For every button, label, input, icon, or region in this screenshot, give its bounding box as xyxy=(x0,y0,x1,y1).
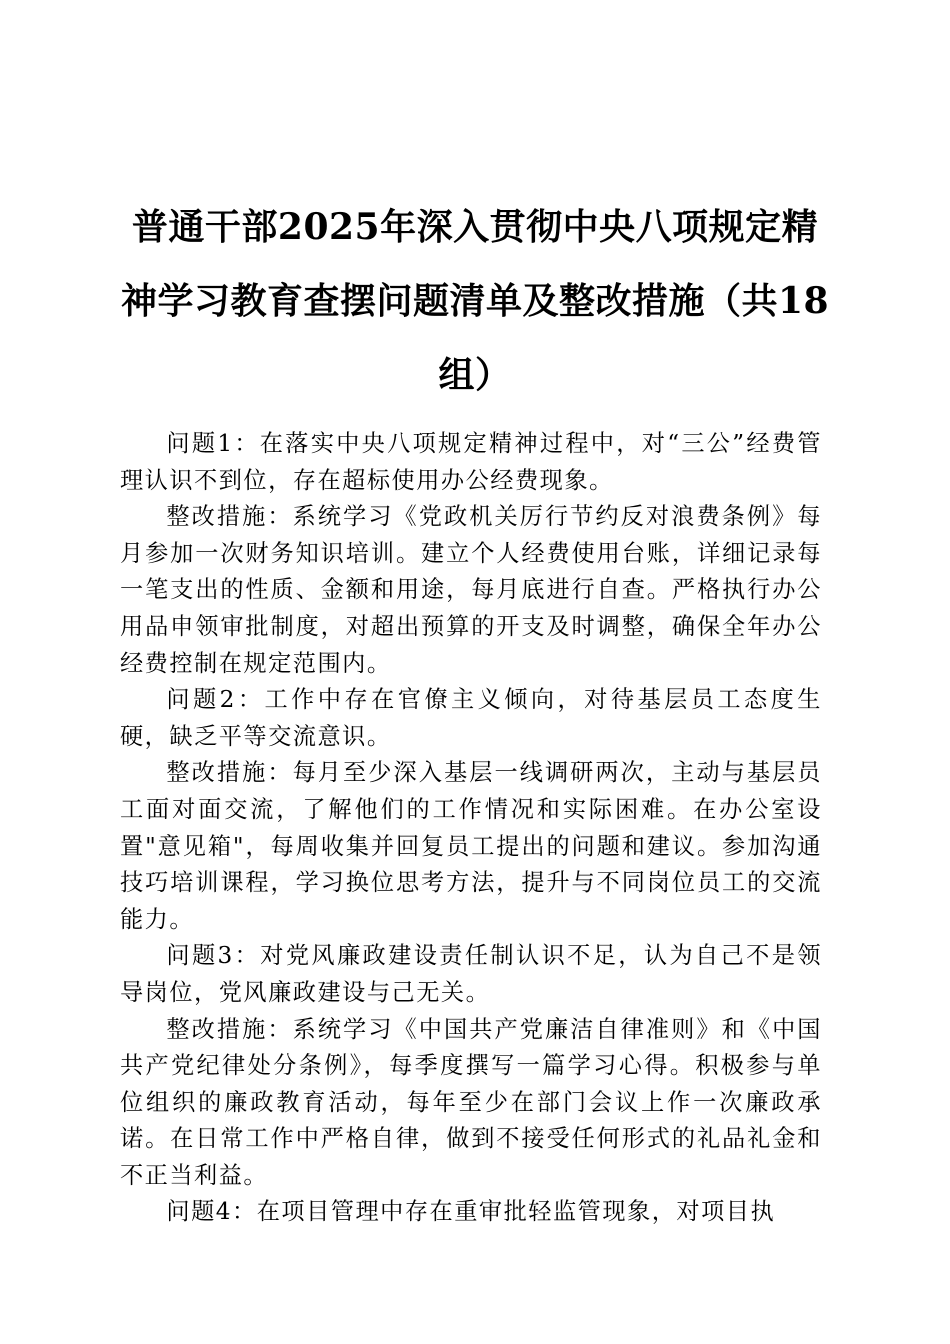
problem-3-paragraph: 问题3：对党风廉政建设责任制认识不足，认为自己不是领导岗位，党风廉政建设与己无关。 xyxy=(120,942,822,1006)
remedy-2-paragraph: 整改措施：每月至少深入基层一线调研两次，主动与基层员工面对面交流，了解他们的工作情况和实际困难。在办公室设置"意见箱"，每周收集并回复员工提出的问题和建议。参加沟通技巧培训课程，学习换位思考方法，提升与不同岗位员工的交流能力。 xyxy=(120,759,822,933)
document-title: 普通干部2025年深入贯彻中央八项规定精神学习教育查摆问题清单及整改措施（共18组） xyxy=(120,206,830,396)
problem-2-paragraph: 问题2：工作中存在官僚主义倾向，对待基层员工态度生硬，缺乏平等交流意识。 xyxy=(120,686,822,750)
remedy-3-paragraph: 整改措施：系统学习《中国共产党廉洁自律准则》和《中国共产党纪律处分条例》，每季度撰写一篇学习心得。积极参与单位组织的廉政教育活动，每年至少在部门会议上作一次廉政承诺。在日常工作中严格自律，做到不接受任何形式的礼品礼金和不正当利益。 xyxy=(120,1015,822,1189)
problem-1-paragraph: 问题1：在落实中央八项规定精神过程中，对“三公”经费管理认识不到位，存在超标使用办公经费现象。 xyxy=(120,430,822,494)
problem-4-paragraph: 问题4：在项目管理中存在重审批轻监管现象，对项目执 xyxy=(166,1198,776,1226)
document-body xyxy=(120,426,822,1231)
remedy-1-paragraph: 整改措施：系统学习《党政机关厉行节约反对浪费条例》每月参加一次财务知识培训。建立个人经费使用台账，详细记录每一笔支出的性质、金额和用途，每月底进行自查。严格执行办公用品申领审批制度，对超出预算的开支及时调整，确保全年办公经费控制在规定范围内。 xyxy=(120,503,822,677)
